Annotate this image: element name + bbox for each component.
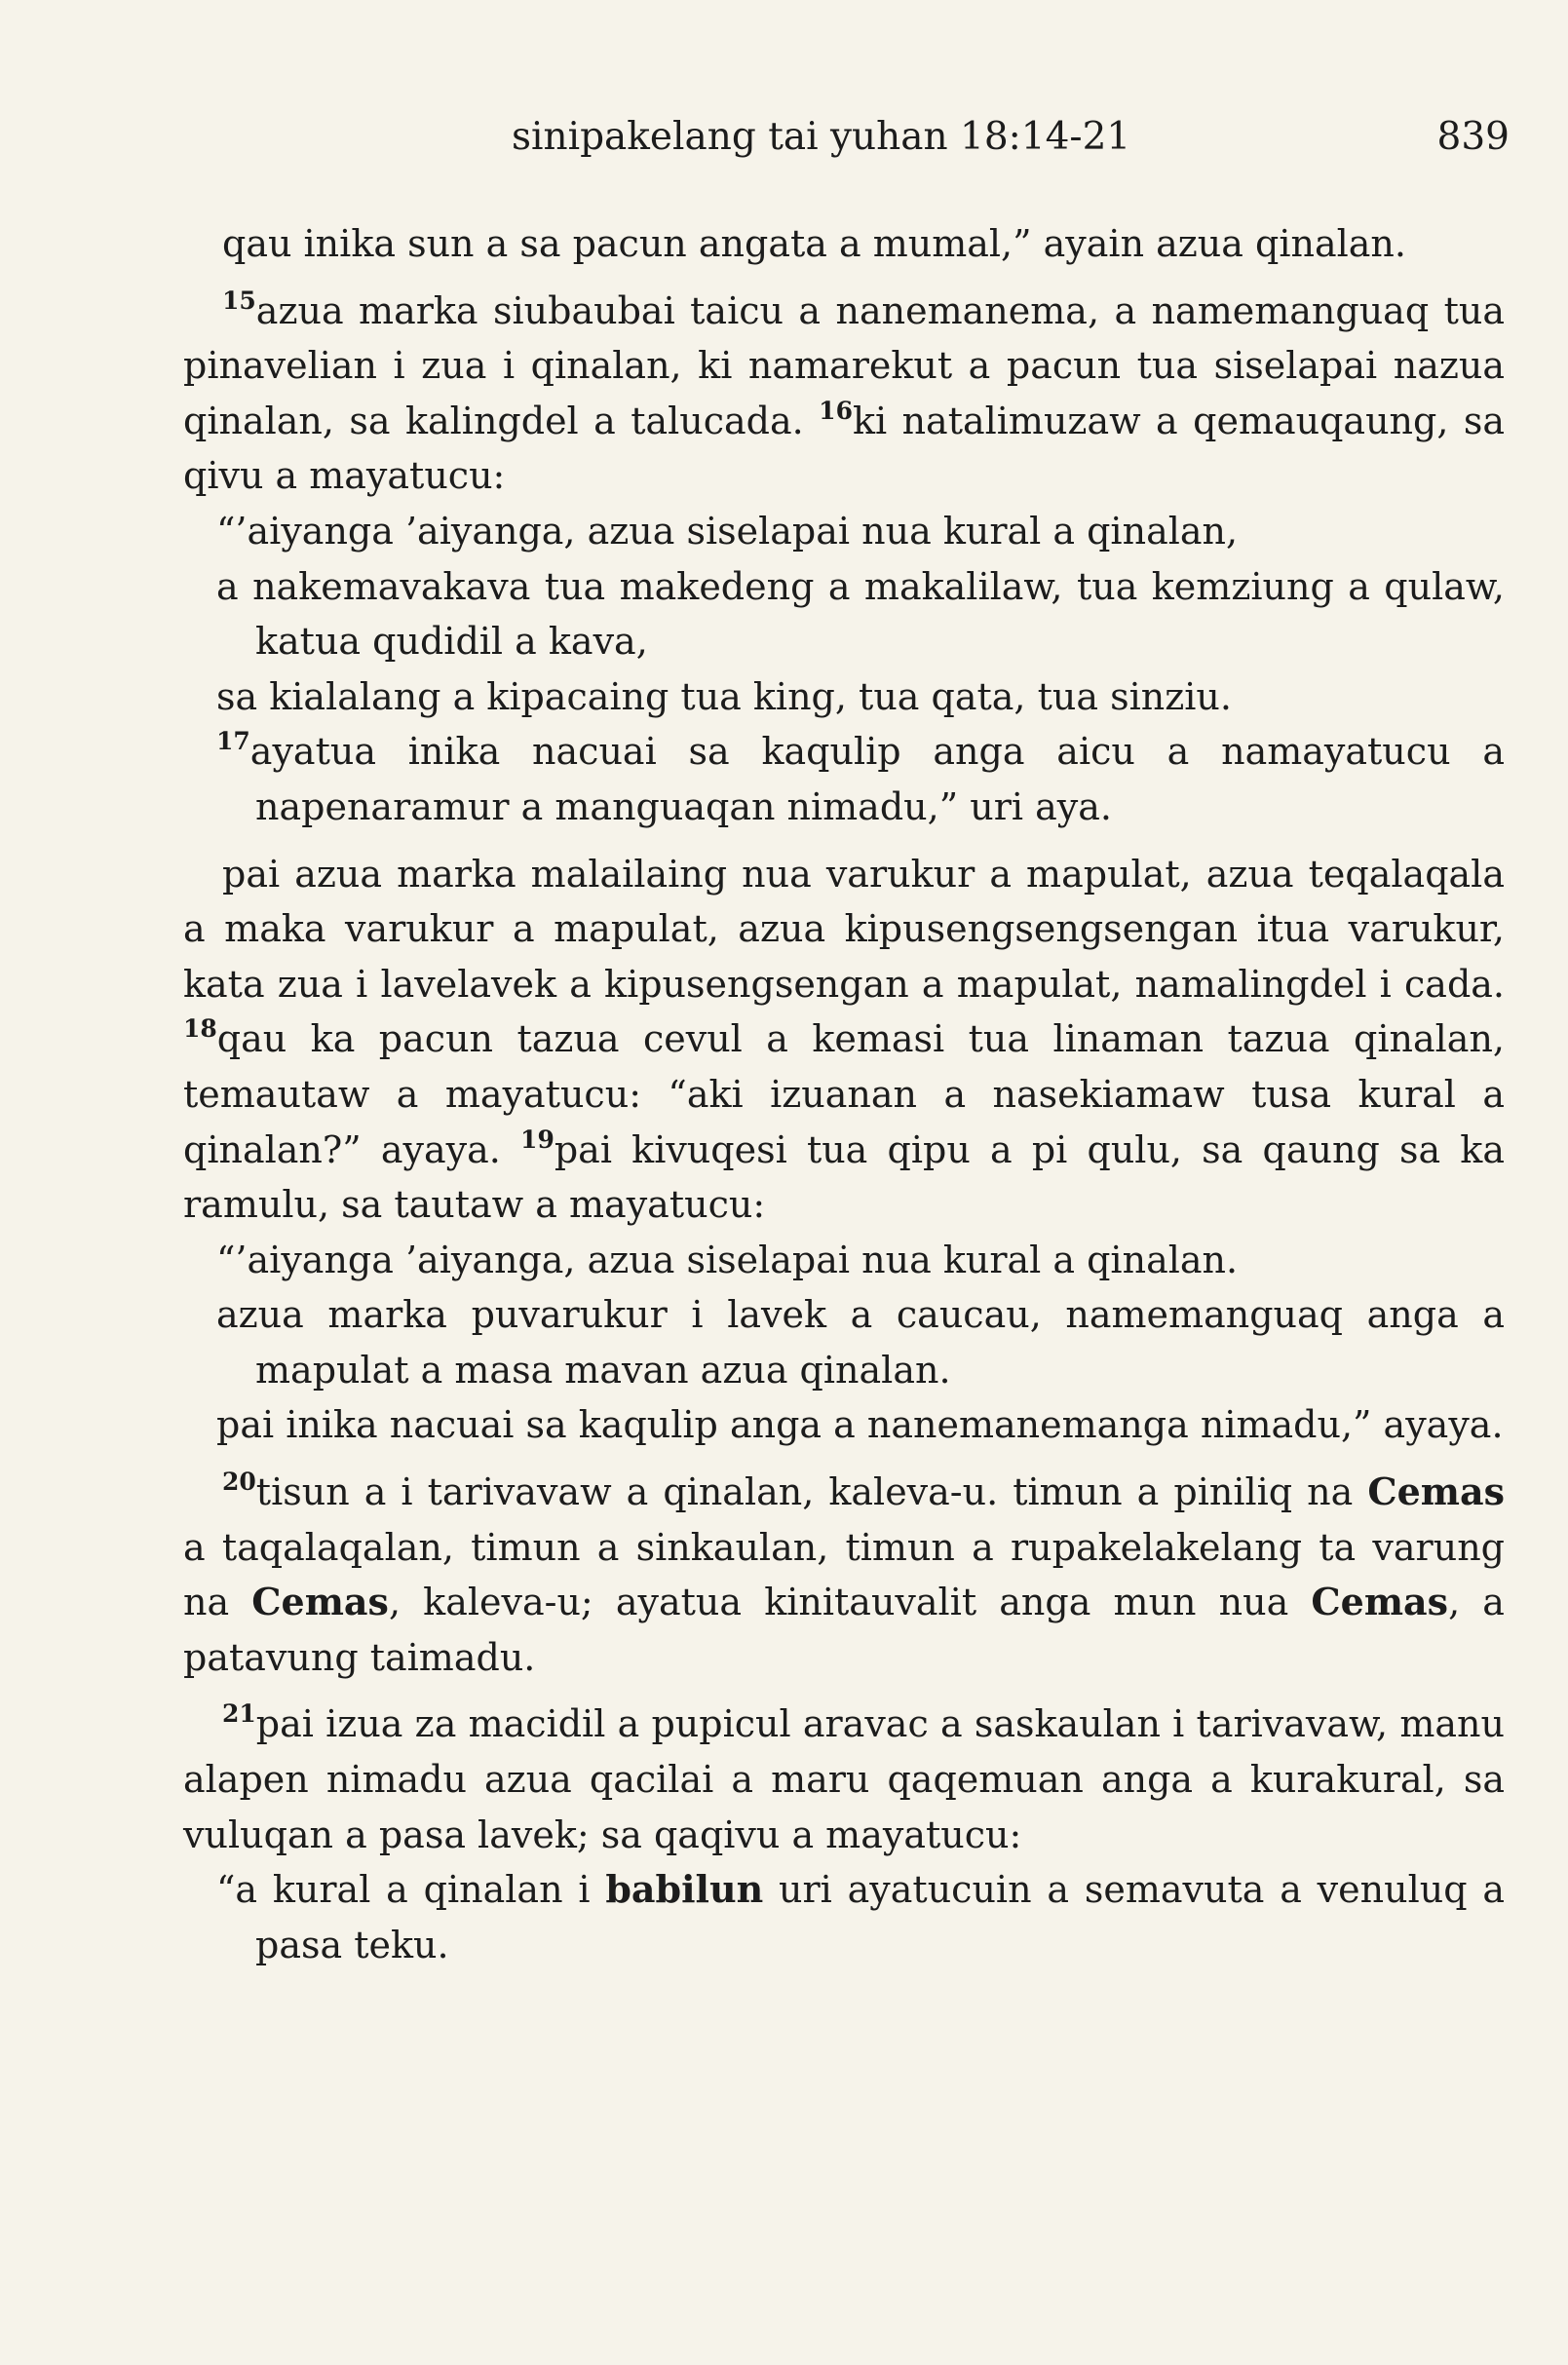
paragraph: [183, 1697, 1505, 1862]
text-run: pai azua marka malailaing nua varukur a mapulat, azua teqalaqala a maka varukur a mapulat, azua kipusengsengsengan itua varukur, kata zua i lavelavek a kipusengsengan a mapulat, namalingdel i cada.: [183, 852, 1505, 1006]
text-run: pai izua za macidil a pupicul aravac a saskaulan i tarivavaw, manu alapen nimadu azua qacilai a maru qaqemuan anga a kurakural, sa vuluqan a pasa lavek; sa qaqivu a mayatucu:: [183, 1702, 1505, 1856]
verse-number: 21: [222, 1699, 256, 1729]
text-run: “’aiyanga ’aiyanga, azua siselapai nua kural a qinalan.: [216, 1238, 1239, 1281]
text-run: “a kural a qinalan i: [216, 1868, 606, 1912]
text-run: , a patavung taimadu.: [183, 1581, 1505, 1679]
bold-name: Cemas: [251, 1580, 389, 1624]
text-run: uri ayatucuin a semavuta a venuluq a pasa teku.: [255, 1868, 1505, 1966]
poetry-line: [183, 669, 1505, 725]
bold-name: Cemas: [1311, 1580, 1449, 1624]
text-run: “’aiyanga ’aiyanga, azua siselapai nua kural a qinalan,: [216, 509, 1239, 553]
text-run: qau ka pacun tazua cevul a kemasi tua linaman tazua qinalan, temautaw a mayatucu: “aki izuanan a nasekiamaw tusa kural a qinalan?” ayaya.: [183, 1017, 1505, 1171]
paragraph: [183, 1465, 1505, 1685]
running-title: sinipakelang tai yuhan 18:14-21: [512, 115, 1131, 159]
poetry-line: [183, 1233, 1505, 1288]
text-run: qau inika sun a sa pacun angata a mumal,” ayain azua qinalan.: [222, 222, 1406, 265]
text-run: ki natalimuzaw a qemauqaung, sa qivu a mayatucu:: [183, 399, 1505, 498]
verse-number: 16: [819, 396, 853, 425]
verse-number: 18: [183, 1014, 217, 1044]
text-run: azua marka siubaubai taicu a nanemanema, a namemanguaq tua pinavelian i zua i qinalan, ki namarekut a pacun tua siselapai nazua qinalan, sa kalingdel a talucada.: [183, 288, 1505, 442]
poetry-line: [183, 559, 1505, 669]
bold-name: Cemas: [1367, 1469, 1505, 1514]
paragraph: [183, 284, 1505, 504]
text-run: a nakemavakava tua makedeng a makalilaw, tua kemziung a qulaw, katua qudidil a kava,: [216, 564, 1505, 664]
paragraph: [183, 216, 1505, 272]
paragraph: [183, 847, 1505, 1233]
bold-name: babilun: [605, 1867, 764, 1912]
verse-number: 19: [520, 1125, 555, 1154]
poetry-line: [183, 1287, 1505, 1397]
body-text: [183, 216, 1505, 1972]
text-run: pai kivuqesi tua qipu a pi qulu, sa qaung sa ka ramulu, sa tautaw a mayatucu:: [183, 1127, 1505, 1227]
text-run: azua marka puvarukur i lavek a caucau, namemanguaq anga a mapulat a masa mavan azua qinalan.: [216, 1293, 1505, 1392]
page-header: [512, 115, 1510, 159]
text-run: tisun a i tarivavaw a qinalan, kaleva-u. timun a piniliq na: [255, 1470, 1368, 1514]
text-run: pai inika nacuai sa kaqulip anga a nanemanemanga nimadu,” ayaya.: [216, 1403, 1504, 1447]
text-run: sa kialalang a kipacaing tua king, tua qata, tua sinziu.: [216, 674, 1232, 718]
verse-number: 15: [222, 286, 256, 315]
page-number: 839: [1436, 115, 1510, 159]
poetry-line: [183, 724, 1505, 834]
text-run: ayatua inika nacuai sa kaqulip anga aicu a namayatucu a napenaramur a manguaqan nimadu,” uri aya.: [249, 730, 1505, 828]
poetry-line: [183, 1397, 1505, 1453]
verse-number: 20: [222, 1468, 256, 1497]
poetry-line: [183, 1862, 1505, 1972]
verse-number: 17: [216, 727, 250, 756]
poetry-line: [183, 504, 1505, 559]
text-run: , kaleva-u; ayatua kinitauvalit anga mun nua: [388, 1581, 1312, 1624]
text-run: a taqalaqalan, timun a sinkaulan, timun a rupakelakelang ta varung na: [183, 1525, 1505, 1624]
